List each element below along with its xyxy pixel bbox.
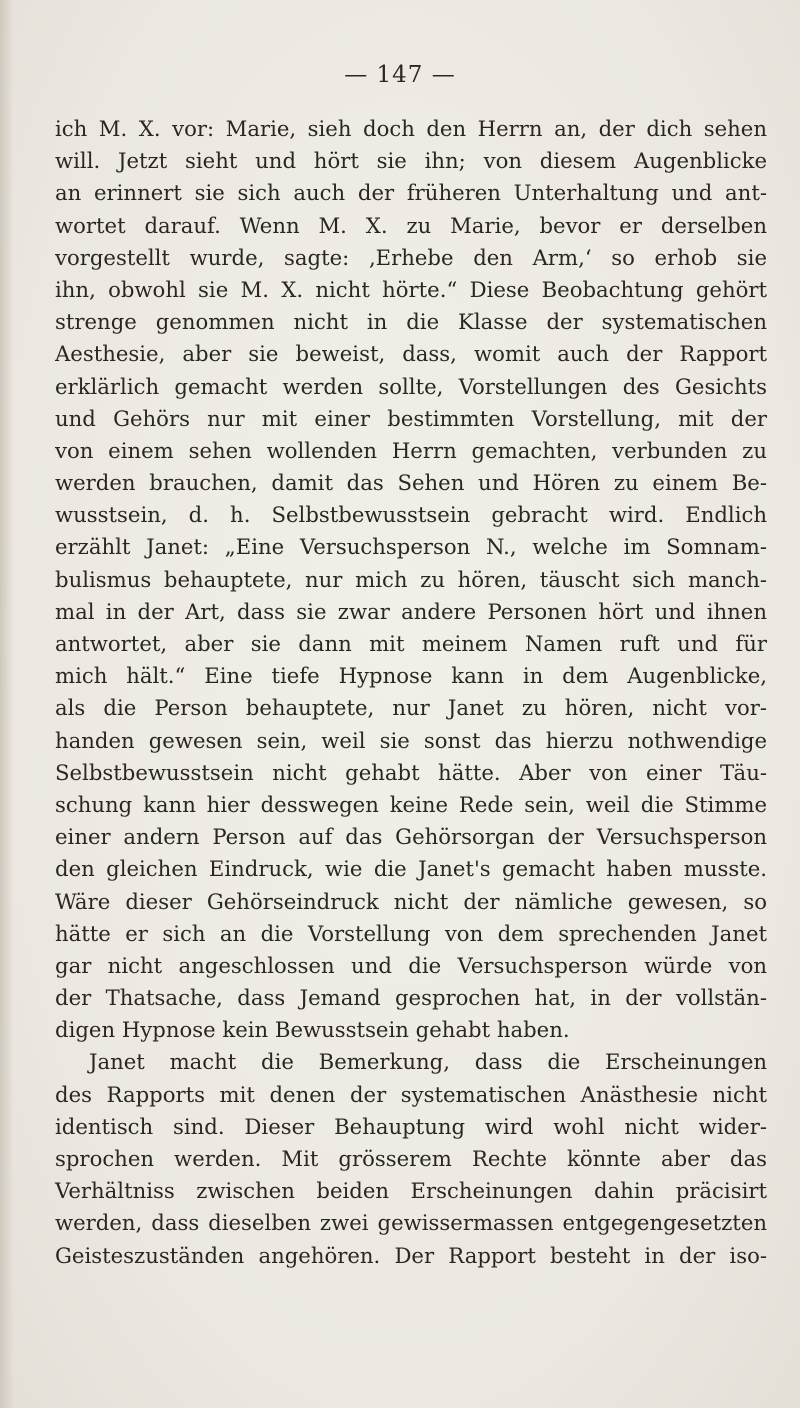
paragraph-end-line: digen Hypnose kein Bewusstsein gehabt haben. — [55, 1017, 570, 1043]
text-line: Aesthesie, aber sie beweist, dass, womit auch der Rapport — [55, 341, 767, 367]
text-line: ich M. X. vor: Marie, sieh doch den Herrn an, der dich sehen — [55, 116, 767, 141]
text-line: schung kann hier desswegen keine Rede sein, weil die Stimme — [55, 791, 767, 817]
text-line: wusstsein, d. h. Selbstbewusstsein gebracht wird. Endlich — [55, 502, 767, 528]
text-line: gar nicht angeschlossen und die Versuchsperson würde von — [55, 952, 767, 978]
page-number: — 147 — — [344, 62, 456, 88]
text-line: Geisteszuständen angehören. Der Rapport besteht in der iso- — [55, 1242, 767, 1268]
text-line: Wäre dieser Gehörseindruck nicht der nämliche gewesen, so — [55, 888, 767, 914]
paragraph-start-line: Janet macht die Bemerkung, dass die Erscheinungen — [89, 1049, 767, 1075]
text-line: hätte er sich an die Vorstellung von dem sprechenden Janet — [55, 920, 767, 946]
text-line: strenge genommen nicht in die Klasse der systematischen — [55, 309, 767, 335]
text-line: ihn, obwohl sie M. X. nicht hörte.“ Diese Beobachtung gehört — [55, 276, 767, 302]
text-line: der Thatsache, dass Jemand gesprochen hat, in der vollstän- — [55, 985, 767, 1011]
text-line: sprochen werden. Mit grösserem Rechte könnte aber das — [55, 1146, 767, 1171]
text-line: erzählt Janet: „Eine Versuchsperson N., welche im Somnam- — [55, 534, 767, 560]
text-line: als die Person behauptete, nur Janet zu hören, nicht vor- — [55, 695, 767, 721]
text-line: identisch sind. Dieser Behauptung wird wohl nicht wider- — [55, 1113, 767, 1139]
text-line: mich hält.“ Eine tiefe Hypnose kann in dem Augenblicke, — [55, 663, 767, 689]
text-line: Verhältniss zwischen beiden Erscheinungen dahin präcisirt — [55, 1178, 767, 1204]
text-line: an erinnert sie sich auch der früheren Unterhaltung und ant- — [55, 180, 767, 206]
text-line: von einem sehen wollenden Herrn gemachten, verbunden zu — [55, 437, 767, 463]
text-line: werden, dass dieselben zwei gewissermassen entgegengesetzten — [55, 1210, 767, 1236]
text-line: des Rapports mit denen der systematischen Anästhesie nicht — [55, 1081, 767, 1107]
text-line: einer andern Person auf das Gehörsorgan der Versuchsperson — [55, 824, 767, 850]
text-line: will. Jetzt sieht und hört sie ihn; von diesem Augenblicke — [55, 148, 767, 174]
text-line: handen gewesen sein, weil sie sonst das hierzu nothwendige — [55, 727, 767, 753]
text-line: mal in der Art, dass sie zwar andere Personen hört und ihnen — [55, 598, 767, 624]
text-line: erklärlich gemacht werden sollte, Vorstellungen des Gesichts — [55, 373, 767, 399]
text-line: wortet darauf. Wenn M. X. zu Marie, bevor er derselben — [55, 212, 767, 238]
text-line: vorgestellt wurde, sagte: ‚Erhebe den Arm,‘ so erhob sie — [55, 244, 767, 270]
text-line: Selbstbewusstsein nicht gehabt hätte. Aber von einer Täu- — [55, 759, 767, 785]
text-line: antwortet, aber sie dann mit meinem Namen ruft und für — [55, 631, 767, 656]
text-line: und Gehörs nur mit einer bestimmten Vorstellung, mit der — [55, 405, 767, 431]
text-line: bulismus behauptete, nur mich zu hören, täuscht sich manch- — [55, 566, 767, 592]
page-gutter-shadow — [0, 0, 14, 1408]
text-line: den gleichen Eindruck, wie die Janet's gemacht haben musste. — [55, 856, 767, 882]
text-line: werden brauchen, damit das Sehen und Hören zu einem Be- — [55, 470, 767, 496]
body-text — [55, 113, 767, 1272]
